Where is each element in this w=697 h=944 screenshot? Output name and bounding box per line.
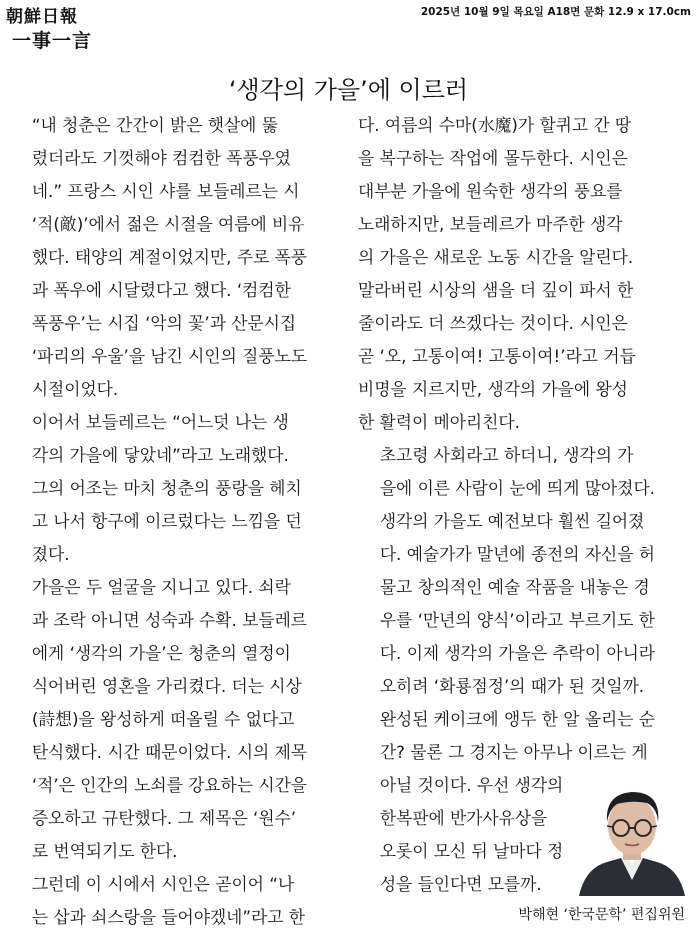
text-line: 과 폭우에 시달렸다고 했다. ‘컴컴한 — [31, 280, 291, 300]
text-line: 각의 가을에 닿았네”라고 노래했다. — [31, 445, 289, 465]
text-line: 물고 창의적인 예술 작품을 내놓은 경 — [379, 577, 650, 597]
text-line: 말라버린 시상의 샘을 더 깊이 파서 한 — [358, 280, 634, 300]
text-line: 성을 들인다면 모를까. — [379, 874, 542, 894]
text-line: 생각의 가을도 예전보다 훨씬 길어졌 — [379, 511, 645, 531]
text-line: 렸더라도 기껏해야 컴컴한 폭풍우였 — [31, 148, 291, 168]
paragraph — [10, 571, 335, 868]
text-line: 졌다. — [31, 544, 70, 564]
text-line: 곧 ‘오, 고통이여! 고통이여!’라고 거듭 — [358, 346, 636, 366]
paragraph — [10, 109, 335, 406]
text-line: ‘파리의 우울’을 남긴 시인의 질풍노도 — [31, 346, 307, 366]
newspaper-logo: 朝鮮日報 — [6, 7, 78, 27]
column-name: 一事一言 — [12, 30, 93, 52]
text-line: 그의 어조는 마치 청춘의 풍랑을 헤치 — [31, 478, 302, 498]
article-headline: ‘생각의 가을’에 이르러 — [228, 76, 469, 105]
text-line: 완성된 케이크에 앵두 한 알 올리는 순 — [379, 709, 655, 729]
text-line: 오히려 ‘화룡점정’의 때가 된 것일까. — [379, 676, 645, 696]
text-line: (詩想)을 왕성하게 떠올릴 수 없다고 — [31, 709, 295, 729]
text-line: ‘적’은 인간의 노쇠를 강요하는 시간을 — [31, 775, 307, 795]
text-line: 다. 예술가가 말년에 종전의 자신을 허 — [379, 544, 655, 564]
paragraph — [10, 868, 335, 934]
text-line: 아닐 것이다. 우선 생각의 — [379, 775, 564, 795]
issue-info: 2025년 10월 9일 목요일 A18면 문화 12.9 x 17.0cm — [420, 6, 691, 18]
text-line: 시절이었다. — [31, 379, 119, 399]
text-line: 줄이라도 더 쓰겠다는 것이다. 시인은 — [358, 313, 628, 333]
text-line: 을 복구하는 작업에 몰두한다. 시인은 — [358, 148, 628, 168]
text-line: 비명을 지르지만, 생각의 가을에 왕성 — [358, 379, 628, 399]
text-line: 을에 이른 사람이 눈에 띄게 많아졌다. — [379, 478, 655, 498]
author-byline: 박해현 ‘한국문학’ 편집위원 — [518, 907, 685, 923]
text-line: 과 조락 아니면 성숙과 수확. 보들레르 — [31, 610, 307, 630]
text-line: 간? 물론 그 경지는 아무나 이르는 게 — [379, 742, 648, 762]
text-line: 했다. 태양의 계절이었지만, 주로 폭풍 — [31, 247, 307, 267]
text-line: 가을은 두 얼굴을 지니고 있다. 쇠락 — [31, 577, 291, 597]
text-line: 는 삽과 쇠스랑을 들어야겠네”라고 한 — [31, 907, 306, 927]
text-line: 로 번역되기도 한다. — [31, 841, 178, 861]
text-line: 대부분 가을에 원숙한 생각의 풍요를 — [358, 181, 623, 201]
text-line: 의 가을은 새로운 노동 시간을 알린다. — [358, 247, 634, 267]
text-line: 오롯이 모신 뒤 날마다 정 — [379, 841, 564, 861]
author-photo — [577, 776, 687, 896]
text-line: 식어버린 영혼을 가리켰다. 더는 시상 — [31, 676, 302, 696]
text-line: 탄식했다. 시간 때문이었다. 시의 제목 — [31, 742, 307, 762]
text-line: 폭풍우’는 시집 ‘악의 꽃’과 산문시집 — [31, 313, 297, 333]
text-line: 한복판에 반가사유상을 — [379, 808, 548, 828]
paragraph — [358, 109, 683, 439]
text-line: 초고령 사회라고 하더니, 생각의 가 — [379, 445, 634, 465]
text-line: “내 청춘은 간간이 밝은 햇살에 뚫 — [31, 115, 278, 135]
article-body-left-column — [10, 109, 335, 934]
paragraph — [10, 406, 335, 571]
text-line: 에게 ‘생각의 가을’은 청춘의 열정이 — [31, 643, 291, 663]
text-line: 한 활력이 메아리친다. — [358, 412, 520, 432]
text-line: 고 나서 항구에 이르렀다는 느낌을 던 — [31, 511, 302, 531]
text-line: 다. 이제 생각의 가을은 추락이 아니라 — [379, 643, 655, 663]
text-line: 우를 ‘만년의 양식’이라고 부르기도 한 — [379, 610, 655, 630]
text-line: 이어서 보들레르는 “어느덧 나는 생 — [31, 412, 289, 432]
text-line: ‘적(敵)’에서 젊은 시절을 여름에 비유 — [31, 214, 305, 234]
text-line: 다. 여름의 수마(水魔)가 할퀴고 간 땅 — [358, 115, 632, 135]
text-line: 네.” 프랑스 시인 샤를 보들레르는 시 — [31, 181, 300, 201]
text-line: 노래하지만, 보들레르가 마주한 생각 — [358, 214, 623, 234]
text-line: 그런데 이 시에서 시인은 곧이어 “나 — [31, 874, 295, 894]
text-line: 증오하고 규탄했다. 그 제목은 ‘원수’ — [31, 808, 297, 828]
